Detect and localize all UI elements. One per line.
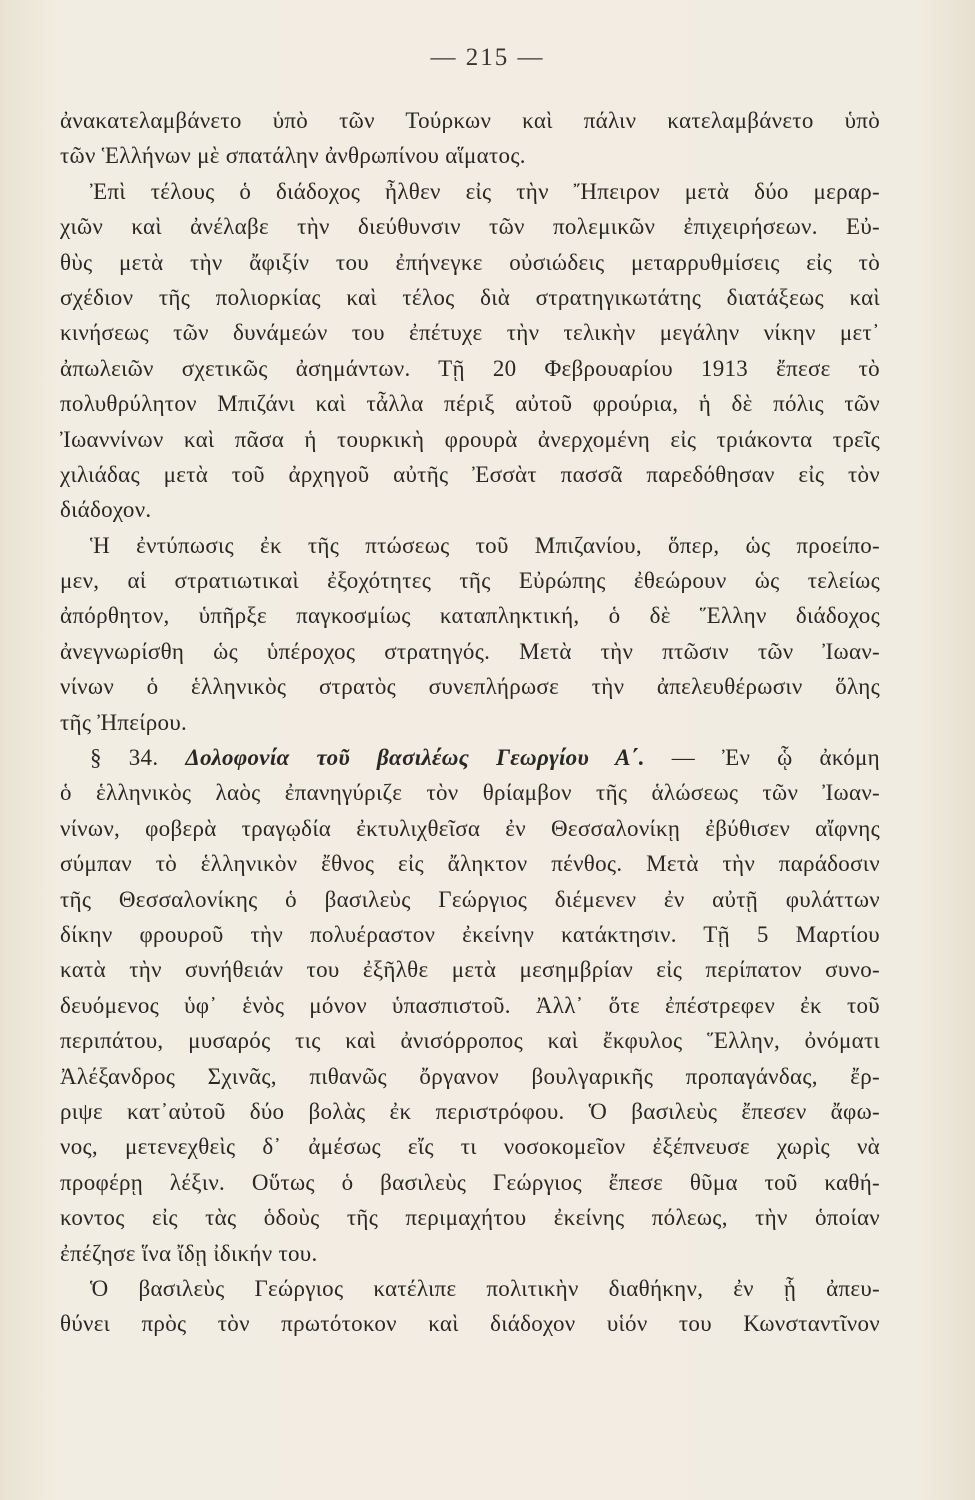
text-line: πολυθρύλητον Μπιζάνι καὶ τἆλλα πέριξ αὐτοῦ φρούρια, ἡ δὲ πόλις τῶν	[60, 391, 880, 417]
text-line: ἀνακατελαμβάνετο ὑπὸ τῶν Τούρκων καὶ πάλιν κατελαμβάνετο ὑπὸ	[60, 108, 880, 133]
text-line: νίνων ὁ ἑλληνικὸς στρατὸς συνεπλήρωσε τὴν ἀπελευθέρωσιν ὅλης	[60, 674, 880, 700]
section-title: Δολοφονία τοῦ βασιλέως Γεωργίου Α΄.	[185, 745, 645, 771]
text-line: σχέδιον τῆς πολιορκίας καὶ τέλος διὰ στρατηγικωτάτης διατάξεως καὶ	[60, 284, 880, 310]
text-line: τῶν Ἑλλήνων μὲ σπατάλην ἀνθρωπίνου αἵματος.	[60, 143, 526, 169]
text-line: νος, μετενεχθεὶς δ᾽ ἀμέσως εἴς τι νοσοκομεῖον ἐξέπνευσε χωρὶς νὰ	[60, 1134, 880, 1160]
text-line: ἀπόρθητον, ὑπῆρξε παγκοσμίως καταπληκτική, ὁ δὲ Ἕλλην διάδοχος	[60, 603, 880, 629]
text-line: μεν, αἱ στρατιωτικαὶ ἐξοχότητες τῆς Εὐρώπης ἐθεώρουν ὡς τελείως	[60, 568, 880, 594]
text-line: χιῶν καὶ ἀνέλαβε τὴν διεύθυνσιν τῶν πολεμικῶν ἐπιχειρήσεων. Εὐ-	[60, 214, 880, 240]
text-line: κατὰ τὴν συνήθειάν του ἐξῆλθε μετὰ μεσημβρίαν εἰς περίπατον συνο-	[60, 957, 880, 983]
section-number: § 34.	[90, 745, 159, 771]
text-line: τῆς Ἠπείρου.	[60, 709, 188, 735]
text-line: θύνει πρὸς τὸν πρωτότοκον καὶ διάδοχον υἱόν του Κωνσταντῖνον	[60, 1311, 880, 1337]
text-line: Ἀλέξανδρος Σχινᾶς, πιθανῶς ὄργανον βουλγαρικῆς προπαγάνδας, ἔρ-	[60, 1063, 880, 1089]
section-text: — Ἐν ᾧ ἀκόμη	[671, 745, 881, 771]
text-line: χιλιάδας μετὰ τοῦ ἀρχηγοῦ αὐτῆς Ἐσσὰτ πασσᾶ παρεδόθησαν εἰς τὸν	[60, 461, 880, 487]
page-number: — 215 —	[430, 44, 545, 71]
text-line: ἀνεγνωρίσθη ὡς ὑπέροχος στρατηγός. Μετὰ τὴν πτῶσιν τῶν Ἰωαν-	[60, 638, 880, 664]
text-line: ἐπέζησε ἵνα ἴδῃ ἰδικήν του.	[60, 1240, 318, 1266]
text-line: Ὁ βασιλεὺς Γεώργιος κατέλιπε πολιτικὴν διαθήκην, ἐν ᾗ ἀπευ-	[90, 1275, 880, 1301]
text-line: θὺς μετὰ τὴν ἄφιξίν του ἐπήνεγκε οὐσιώδεις μεταρρυθμίσεις εἰς τὸ	[60, 249, 880, 275]
text-line: περιπάτου, μυσαρός τις καὶ ἀνισόρροπος καὶ ἔκφυλος Ἕλλην, ὀνόματι	[60, 1028, 880, 1054]
text-line: ριψε κατ᾽αὐτοῦ δύο βολὰς ἐκ περιστρόφου. Ὁ βασιλεὺς ἔπεσεν ἄφω-	[60, 1098, 880, 1124]
text-line: Ἡ ἐντύπωσις ἐκ τῆς πτώσεως τοῦ Μπιζανίου, ὅπερ, ὡς προείπο-	[90, 532, 880, 558]
section-heading-line	[60, 740, 880, 775]
text-line: κοντος εἰς τὰς ὁδοὺς τῆς περιμαχήτου ἐκείνης πόλεως, τὴν ὁποίαν	[60, 1205, 880, 1231]
text-line: δευόμενος ὑφ᾽ ἑνὸς μόνον ὑπασπιστοῦ. Ἀλλ᾽ ὅτε ἐπέστρεφεν ἐκ τοῦ	[60, 992, 880, 1018]
body-text	[60, 103, 880, 1342]
text-line: ὁ ἑλληνικὸς λαὸς ἐπανηγύριζε τὸν θρίαμβον τῆς ἁλώσεως τῶν Ἰωαν-	[60, 780, 880, 806]
text-line: σύμπαν τὸ ἑλληνικὸν ἔθνος εἰς ἄληκτον πένθος. Μετὰ τὴν παράδοσιν	[60, 851, 880, 877]
text-line: Ἐπὶ τέλους ὁ διάδοχος ἦλθεν εἰς τὴν Ἤπειρον μετὰ δύο μεραρ-	[90, 178, 880, 204]
text-line: Ἰωαννίνων καὶ πᾶσα ἡ τουρκικὴ φρουρὰ ἀνερχομένη εἰς τριάκοντα τρεῖς	[60, 426, 880, 452]
text-line: ἀπωλειῶν σχετικῶς ἀσημάντων. Τῇ 20 Φεβρουαρίου 1913 ἔπεσε τὸ	[60, 355, 880, 381]
text-line: τῆς Θεσσαλονίκης ὁ βασιλεὺς Γεώργιος διέμενεν ἐν αὐτῇ φυλάττων	[60, 886, 880, 912]
text-line: προφέρῃ λέξιν. Οὕτως ὁ βασιλεὺς Γεώργιος ἔπεσε θῦμα τοῦ καθή-	[60, 1169, 880, 1195]
text-line: διάδοχον.	[60, 497, 152, 523]
text-line: κινήσεως τῶν δυνάμεών του ἐπέτυχε τὴν τελικὴν μεγάλην νίκην μετ᾽	[60, 320, 880, 346]
text-line: νίνων, φοβερὰ τραγῳδία ἐκτυλιχθεῖσα ἐν Θεσσαλονίκῃ ἐβύθισεν αἴφνης	[60, 815, 880, 841]
text-line: δίκην φρουροῦ τὴν πολυέραστον ἐκείνην κατάκτησιν. Τῇ 5 Μαρτίου	[60, 921, 880, 947]
